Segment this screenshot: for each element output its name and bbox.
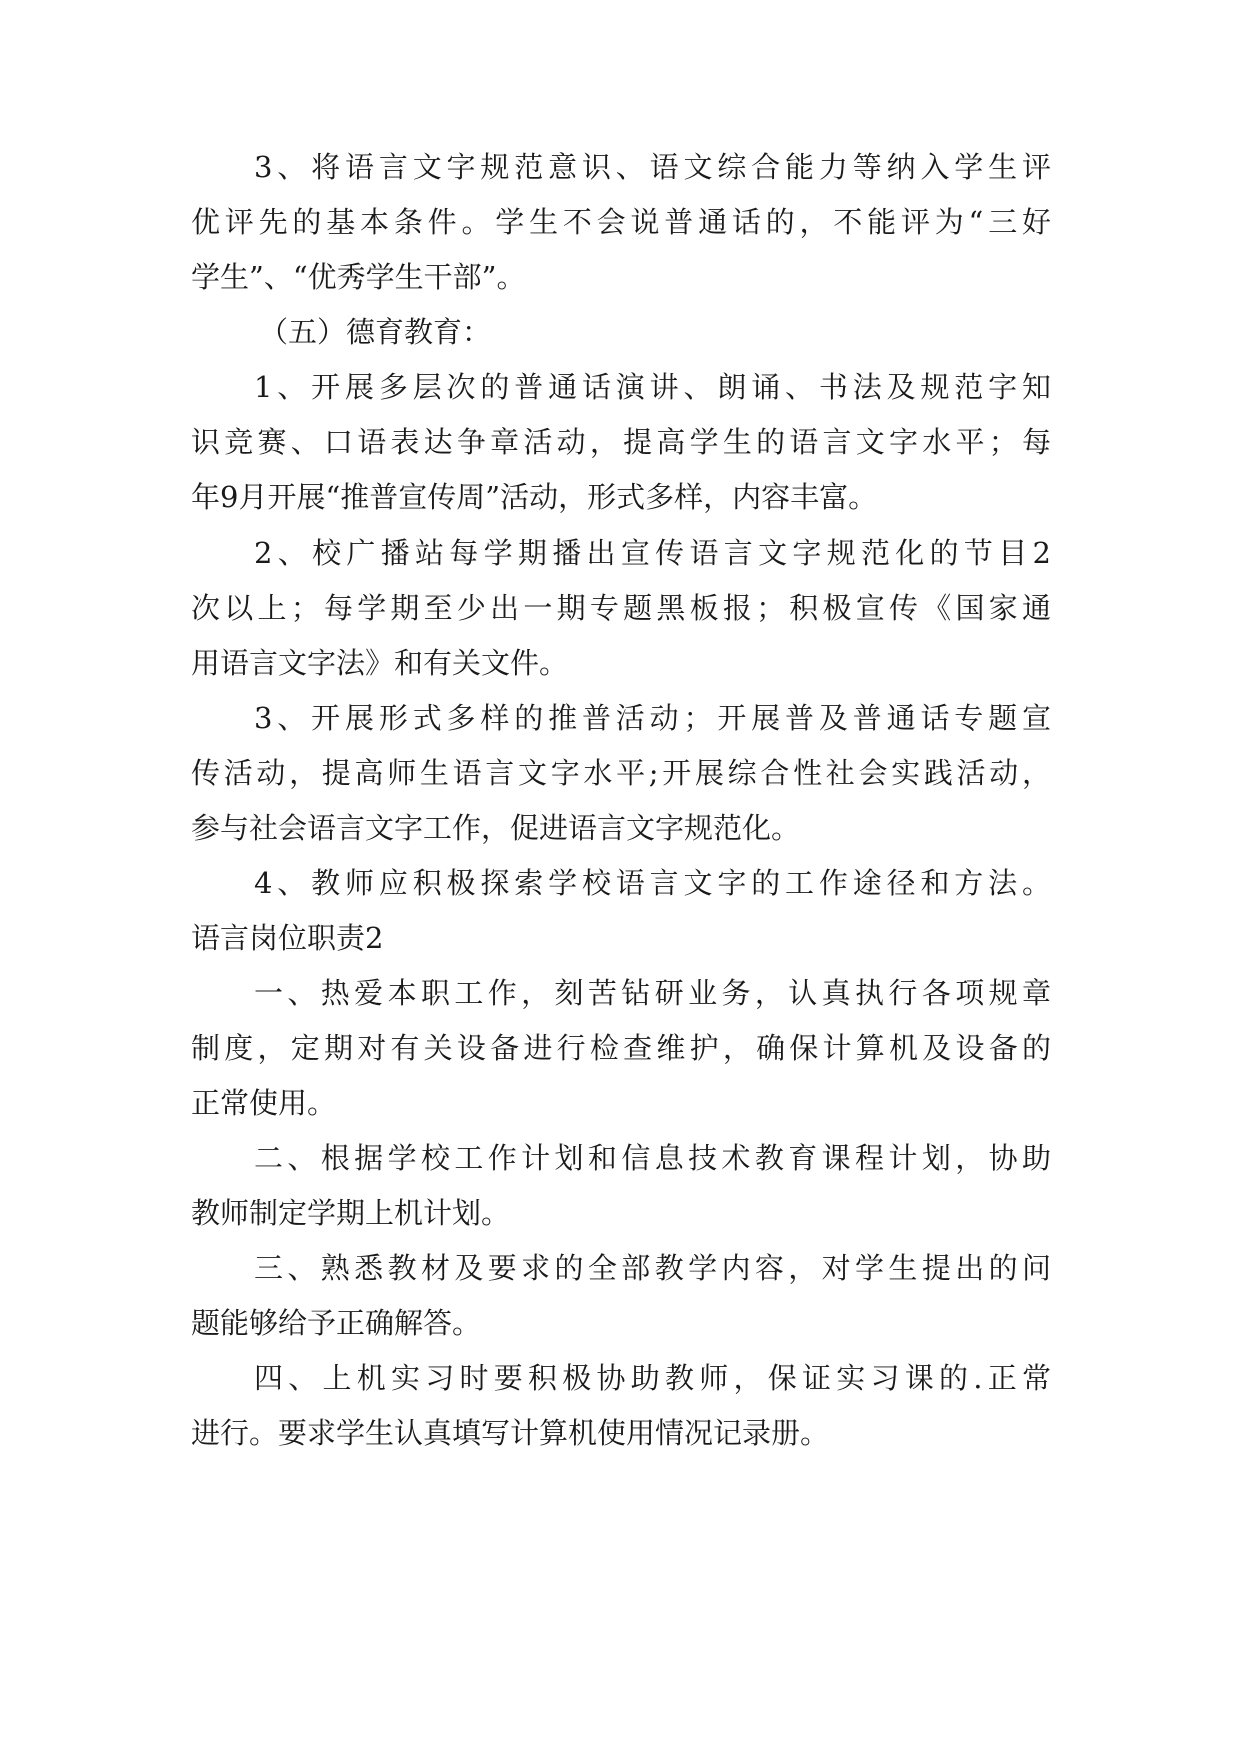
- paragraph-line: 学生”、“优秀学生干部”。: [191, 260, 526, 294]
- paragraph-line: 参与社会语言文字工作，促进语言文字规范化。: [191, 811, 801, 845]
- paragraph-line: 题能够给予正确解答。: [191, 1306, 482, 1340]
- paragraph-line: 识竞赛、口语表达争章活动，提高学生的语言文字水平；每: [191, 425, 1051, 459]
- paragraph-line: 正常使用。: [191, 1086, 337, 1120]
- paragraph-line: 1、开展多层次的普通话演讲、朗诵、书法及规范字知: [254, 370, 1051, 404]
- paragraph-line: 一、热爱本职工作，刻苦钻研业务，认真执行各项规章: [254, 976, 1051, 1010]
- paragraph-line: 2、校广播站每学期播出宣传语言文字规范化的节目2: [254, 536, 1051, 570]
- paragraph-line: 4、教师应积极探索学校语言文字的工作途径和方法。: [254, 866, 1051, 900]
- paragraph-line: 优评先的基本条件。学生不会说普通话的，不能评为“三好: [191, 205, 1051, 239]
- paragraph-line: 三、熟悉教材及要求的全部教学内容，对学生提出的问: [254, 1251, 1051, 1285]
- paragraph-line: 二、根据学校工作计划和信息技术教育课程计划，协助: [254, 1141, 1051, 1175]
- paragraph-line: 进行。要求学生认真填写计算机使用情况记录册。: [191, 1416, 830, 1450]
- section-title: 语言岗位职责2: [191, 921, 384, 955]
- paragraph-line: 3、将语言文字规范意识、语文综合能力等纳入学生评: [254, 150, 1051, 184]
- section-heading: （五）德育教育：: [259, 315, 492, 349]
- paragraph-line: 传活动，提高师生语言文字水平;开展综合性社会实践活动，: [191, 756, 1051, 790]
- paragraph-line: 3、开展形式多样的推普活动；开展普及普通话专题宣: [254, 701, 1051, 735]
- paragraph-line: 年9月开展“推普宣传周”活动，形式多样，内容丰富。: [191, 480, 878, 514]
- paragraph-line: 教师制定学期上机计划。: [191, 1196, 511, 1230]
- paragraph-line: 制度，定期对有关设备进行检查维护，确保计算机及设备的: [191, 1031, 1051, 1065]
- paragraph-line: 用语言文字法》和有关文件。: [191, 646, 569, 680]
- paragraph-line: 次以上；每学期至少出一期专题黑板报；积极宣传《国家通: [191, 591, 1051, 625]
- paragraph-line: 四、上机实习时要积极协助教师，保证实习课的.正常: [254, 1361, 1051, 1395]
